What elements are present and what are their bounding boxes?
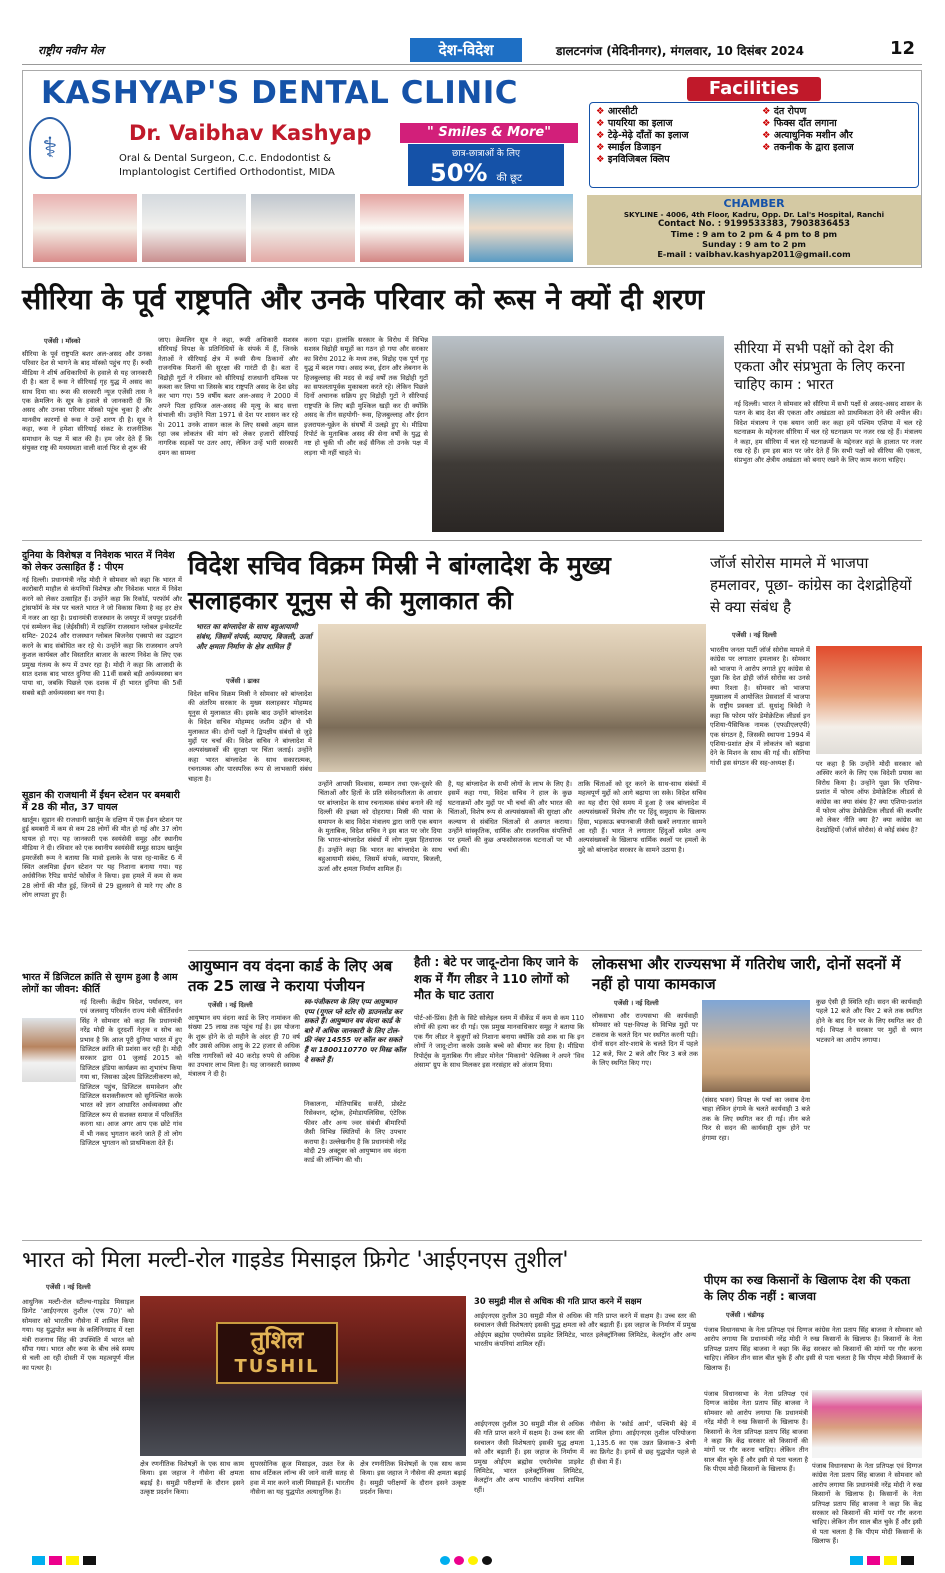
chamber-address: SKYLINE - 4006, 4th Floor, Kadru, Opp. Dr. Lal's Hospital, Ranchi <box>623 210 885 219</box>
misri-headline: विदेश सचिव विक्रम मिस्री ने बांग्लादेश के मुख्य सलाहकार यूनुस से की मुलाकात की <box>188 551 611 615</box>
misri-col-2: उन्होंने आपसी विश्वास, सम्मान तथा एक-दूसरे की चिंताओं और हितों के प्रति संवेदनशीलता के आधार पर बांग्लादेश के साथ रचनात्मक संबंध बनाने की नई दिल्ली की इच्छा को दोहराया। मिस्री की यात्रा के समापन के बाद विदेश मंत्रालय द्वारा जारी एक बयान के मुताबिक, विदेश सचिव ने इस बात पर जोर दिया कि भारत-बांग्लादेश संबंधों में लोग मुख्य हितधारक हैं। उन्होंने कहा कि भारत का बांग्लादेश के साथ बहुआयामी संबंध, जिसमें संपर्क, व्यापार, बिजली, ऊर्जा और क्षमता निर्माण शामिल हैं। <box>318 780 442 873</box>
tushil-col-4b: आईएनएस तुशील 30 समुद्री मील से अधिक की गति प्राप्त करने में सक्षम है। उच्च स्तर की स्वचालन जैसी विशेषताएं इसकी युद्ध क्षमता को और बढ़ाती हैं। इस जहाज के निर्माण में प्रमुख ओईएम ब्रह्मोस एयरोस्पेस प्राइवेट लिमिटेड, भारत इलेक्ट्रॉनिक्स लिमिटेड, केलट्रॉन और अन्य भारतीय कंपनियां शामिल रहीं। <box>474 1420 584 1494</box>
parliament-byline: एजेंसी । नई दिल्ली <box>614 999 659 1007</box>
tushil-col-2: क्षेत्र रणनीतिक विशेषज्ञों के एक साथ काम किया। इस जहाज ने नौसेना की क्षमता बढ़ाई है। समुद्री परीक्षणों के दौरान इसने उत्कृष्ट प्रदर्शन किया। <box>140 1460 244 1497</box>
divider <box>22 540 922 541</box>
facility-item: ❖ पायरिया का इलाज <box>596 118 756 130</box>
sudan-text: खार्तूम। सूडान की राजधानी खार्तूम के दक्षिण में एक ईंधन स्टेशन पर हुई बमबारी में कम से कम 28 लोगों की मौत हो गई और 37 लोग घायल हो गए। यह जानकारी एक स्वयंसेवी समूह और स्थानीय मीडिया ने दी। रविवार को एक स्थानीय स्वयंसेवी समूह साउथ खार्तूम इमरजेंसी रूम ने बताया कि मावो इलाके के पास रह-मार्केट 6 में स्थित अलमिन्ना ईंधन स्टेशन पर यह निशाना बनाया गया। यह अर्धसैनिक रैपिड सपोर्ट फोर्सेज ने किया। इस हमले में कम से कम 28 लोगों की मौत हुई, जिनमें से 29 झुलसने से मारे गए और 8 लोग लापता हुए हैं। <box>22 816 182 900</box>
digital-headline: भारत में डिजिटल क्रांति से सुगम हुआ है आम लोगों का जीवन: कीर्ति <box>22 972 178 995</box>
ship-name-hindi: तुशिल <box>250 1326 304 1354</box>
doctor-name: Dr. Vaibhav Kashyap <box>129 121 372 145</box>
soros-col-1: भारतीय जनता पार्टी जॉर्ज सोरोस मामले में कांग्रेस पर लगातार हमलावर है। सोमवार को भाजपा ने आरोप लगाते हुए कांग्रेस से पूछा कि देश द्रोही जॉर्ज सोरोस का उनसे क्या रिश्ता है। सोमवार को भाजपा मुख्यालय में आयोजित प्रेसवार्ता में भाजपा के राष्ट्रीय प्रवक्ता डॉ. सुधांशु त्रिवेदी ने कहा कि फोरम फॉर डेमोक्रेटिक लीडर्स इन एशिया-पैसिफिक नामक (एफडीएलएपी) एक संगठन है, जिसकी स्थापना 1994 में एशिया-प्रशांत क्षेत्र में लोकतंत्र को बढ़ावा देने के मिशन के साथ की गई थी। सोनिया गांधी इस संगठन की सह-अध्यक्ष हैं। <box>710 646 810 767</box>
teeth-photo-2 <box>142 194 246 262</box>
student-offer-box <box>408 144 564 186</box>
offer-line: छात्र-छात्राओं के लिए <box>451 149 521 159</box>
tushil-col-3b: क्षेत्र रणनीतिक विशेषज्ञों के एक साथ काम किया। इस जहाज ने नौसेना की क्षमता बढ़ाई है। समुद्री परीक्षणों के दौरान इसने उत्कृष्ट प्रदर्शन किया। <box>360 1460 466 1497</box>
swatch-black <box>901 1556 914 1565</box>
parliament-col-2: (संसद भवन) विपक्ष के पर्चा का जवाब देना चाहा लेकिन हंगामे के चलते कार्यवाही 3 बजे तक के लिए स्थगित कर दी गई। तीन बजे फिर से सदन की कार्यवाही शुरू होने पर हंगामा रहा। <box>702 1096 810 1142</box>
swatch-magenta <box>867 1556 880 1565</box>
ayushman-col-2: निकालना, मोतियाबिंद सर्जरी, प्रोस्टेट रिसेक्शन, स्ट्रोक, हेमोडायलिसिस, एंटेरिक फीवर और अन्य ज्वर संबंधी बीमारियों जैसी विभिन्न स्थितियों के लिए उपचार कराया है। उल्लेखनीय है कि प्रधानमंत्री नरेंद्र मोदी 29 अक्टूबर को आयुष्मान वय वंदना कार्ड की लॉन्चिंग की थी। <box>304 1100 406 1165</box>
print-color-strip-left <box>32 1550 100 1569</box>
teeth-photo-3 <box>251 194 355 262</box>
kirti-vardhan-photo <box>22 1018 76 1082</box>
doctor-qualification-line-2: Implantologist Certified Orthodontist, MIDA <box>119 167 335 178</box>
facilities-box <box>589 102 919 188</box>
facilities-left-list <box>596 106 756 166</box>
facility-item: ❖ स्माईल डिजाइन <box>596 142 756 154</box>
ayushman-callout: स्व-पंजीकरण के लिए एप्प आयुष्मान एप्प (गूगल प्ले स्टोर से) डाउनलोड कर सकते हैं। आयुष्मान वय वंदना कार्ड के बारे में अधिक जानकारी के लिए टोल-फ्री नंबर 14555 पर कॉल कर सकते हैं या 1800110770 पर मिस्ड कॉल दे सकते हैं। <box>304 998 406 1064</box>
parliament-col-3: कुछ ऐसी ही स्थिति रही। सदन की कार्यवाही पहले 12 बजे और फिर 2 बजे तक स्थगित होने के बाद दिन भर के लिए स्थगित कर दी गई। विपक्ष ने सरकार पर मुद्दों से ध्यान भटकाने का आरोप लगाया। <box>816 998 922 1044</box>
syria-col-1: सीरिया के पूर्व राष्ट्रपति बशर अल-असद और उनका परिवार देश से भागने के बाद मॉस्को पहुंच गए हैं। रूसी मीडिया ने शीर्ष अधिकारियों के हवाले से यह जानकारी दी है। बता दें रूस ने सीरियाई गृह युद्ध में असद का साथ दिया था। रूस की सरकारी न्यूज एजेंसी तास ने एक क्रेमलिन के सूत्र के हवाले से जानकारी दी कि असद और उनका परिवार मॉस्को पहुंच चुका है और मानवीय कारणों से रूस ने उन्हें शरण दी है। सूत्र ने कहा, रूस ने हमेशा सीरियाई संकट के राजनीतिक समाधान के पक्ष में बात की है। हम जोर देते हैं कि संयुक्त राष्ट्र की मध्यस्थता वाली वार्ता फिर से शुरू की <box>22 350 152 453</box>
tushil-speed-headline: 30 समुद्री मील से अधिक की गति प्राप्त करने में सक्षम <box>474 1296 642 1306</box>
syria-col-3: करना पड़ा। हालांकि सरकार के विरोध में विभिन्न सशस्त्र विद्रोही समूहों का गठन हो गया और सरकार का विरोध 2012 के मध्य तक, विद्रोह एक पूर्ण गृह युद्ध में बदल गया। असद रूस, ईरान और लेबनान के हिजबुल्लाह की मदद से कई वर्षों तक विद्रोही गुटों का सफलतापूर्वक मुकाबला करते रहे। लेकिन पिछले दिनों अचानक सक्रिय हुए विद्रोही गुटों ने सीरियाई राष्ट्रपति के लिए बड़ी मुश्किल खड़ी कर दी क्योंकि असद के तीन सहयोगी- रूस, हिजबुल्लाह और ईरान इजरायल-यूक्रेन के संघर्षों में उलझे हुए थे। मीडिया रिपोर्ट के मुताबिक असद की सेना वर्षों के युद्ध से नष्ट हो चुकी थी और कई सैनिक तो उनके पक्ष में लड़ना भी नहीं चाहते थे। <box>304 336 428 457</box>
ship-name-english: TUSHIL <box>234 1356 320 1377</box>
parliament-col-1: लोकसभा और राज्यसभा की कार्यवाही सोमवार को पक्ष-विपक्ष के विभिन्न मुद्दों पर टकराव के चलते दिन भर स्थगित करनी पड़ी। दोनों सदन शोर-शराबे के चलते दिन में पहले 12 बजे, फिर 2 बजे और फिर 3 बजे तक के लिए स्थगित किए गए। <box>592 1012 698 1068</box>
swatch-black <box>83 1556 96 1565</box>
tushil-col-3: सुपरसोनिक क्रूज मिसाइल, उन्नत रेंज के साथ वर्टिकल लॉन्च की जाने वाली सतह से हवा में मार करने वाली मिसाइलें हैं। भारतीय नौसेना का यह युद्धपोत अत्याधुनिक है। <box>250 1460 354 1497</box>
misri-col-3: है, यह बांग्लादेश के सभी लोगों के लाभ के लिए है। इसमें कहा गया, विदेश सचिव ने हाल के कुछ घटनाक्रमों और मुद्दों पर भी चर्चा की और भारत की चिंताओं, विशेष रूप से अल्पसंख्यकों की सुरक्षा और कल्याण से संबंधित चिंताओं से अवगत कराया। उन्होंने सांस्कृतिक, धार्मिक और राजनयिक संपत्तियों पर हमलों की कुछ अफसोसजनक घटनाओं पर भी चर्चा की। <box>448 780 572 854</box>
investment-headline: दुनिया के विशेषज्ञ व निवेशक भारत में निवेश को लेकर उत्साहित हैं : पीएम <box>22 550 175 573</box>
syria-sidebar-text: नई दिल्ली। भारत ने सोमवार को सीरिया में सभी पक्षों से असद-असद शासन के पतन के बाद देश की एकता और अखंडता को प्राथमिकता देने की अपील की। विदेश मंत्रालय ने एक बयान जारी कर कहा हमें पश्चिम एशिया में चल रहे घटनाक्रम के मद्देनजर सीरिया में चल रहे घटनाक्रम पर नजर रख रहे हैं। मंत्रालय ने कहा, हम सीरिया में चल रहे घटनाक्रमों के मद्देनजर वहां के हालात पर नजर रख रहे हैं। हम इस बात पर जोर देते हैं कि सभी पक्षों को सीरिया की एकता, संप्रभुता और क्षेत्रीय अखंडता को बनाए रखने के लिए काम करना चाहिए। <box>734 400 922 465</box>
misri-col-1: विदेश सचिव विक्रम मिस्री ने सोमवार को बांग्लादेश की अंतरिम सरकार के मुख्य सलाहकार मोहम्मद यूनुस से मुलाकात की। इसके बाद उन्होंने बांग्लादेश के विदेश सचिव मोहम्मद जशीम उद्दीन से भी मुलाकात की। दोनों पक्षों ने द्विपक्षीय संबंधों से जुड़े मुद्दों पर चर्चा की। विदेश सचिव ने बांग्लादेश में अल्पसंख्यकों की सुरक्षा पर चिंता जताई। उन्होंने कहा भारत बांग्लादेश के साथ सकारात्मक, रचनात्मक और पारस्परिक रूप से लाभकारी संबंध चाहता है। <box>188 690 312 783</box>
clinic-name: KASHYAP'S DENTAL CLINIC <box>41 75 518 111</box>
sudan-headline: सूडान की राजधानी में ईंधन स्टेशन पर बमबारी में 28 की मौत, 37 घायल <box>22 790 180 813</box>
misri-summary: भारत का बांग्लादेश के साथ बहुआयामी संबंध, जिसमें संपर्क, व्यापार, बिजली, ऊर्जा और क्षमता निर्माण के क्षेत्र शामिल हैं <box>196 622 312 651</box>
swatch-black <box>482 1556 492 1565</box>
tushil-col-5: नौसेना के 'स्वोर्ड आर्म', पश्चिमी बेड़े में शामिल होगा। आईएनएस तुशील परियोजना 1,135.6 का एक उन्नत क्रिवाक-3 श्रेणी का फ्रिगेट है। इनमें से छह युद्धपोत पहले से ही सेवा में हैं। <box>590 1420 696 1466</box>
partap-bajwa-photo <box>812 1390 922 1458</box>
chamber-box <box>587 195 921 265</box>
child-patient-photo <box>469 194 573 262</box>
divider <box>188 950 922 951</box>
tushil-col-4: आईएनएस तुशील 30 समुद्री मील से अधिक की गति प्राप्त करने में सक्षम है। उच्च स्तर की स्वचालन जैसी विशेषताएं इसकी युद्ध क्षमता को और बढ़ाती हैं। इस जहाज के निर्माण में प्रमुख ओईएम ब्रह्मोस एयरोस्पेस प्राइवेट लिमिटेड, भारत इलेक्ट्रॉनिक्स लिमिटेड, केलट्रॉन और अन्य भारतीय कंपनियां शामिल रहीं। <box>474 1312 696 1349</box>
chamber-contact: Contact No. : 9199533383, 7903836453 <box>657 219 851 229</box>
chamber-time-sunday: Sunday : 9 am to 2 pm <box>702 239 806 249</box>
facility-item: ❖ फिक्स दाँत लगाना <box>762 118 918 130</box>
ship-name-plate <box>216 1322 338 1384</box>
tagline-banner: " Smiles & More" <box>400 123 578 143</box>
section-label: देश-विदेश <box>410 38 522 62</box>
bajwa-text: पंजाब विधानसभा के नेता प्रतिपक्ष एवं दिग्गज कांग्रेस नेता प्रताप सिंह बाजवा ने सोमवार को आरोप लगाया कि प्रधानमंत्री नरेंद्र मोदी ने रुख किसानों के खिलाफ है। किसानों के नेता प्रतिपक्ष प्रताप सिंह बाजवा ने कहा कि केंद्र सरकार को किसानों की मांगों पर गौर करना चाहिए। लेकिन तीन साल बीत चुके हैं और इसी से पता चलता है कि पीएम मोदी किसानों के खिलाफ हैं। <box>704 1326 922 1372</box>
facilities-title: Facilities <box>687 77 821 101</box>
doctor-qualification-line-1: Oral & Dental Surgeon, C.c. Endodontist & <box>119 153 331 164</box>
page-number: 12 <box>890 38 916 59</box>
dateline: डालटनगंज (मेदिनीनगर), मंगलवार, 10 दिसंबर 2024 <box>556 44 804 58</box>
facility-item: ❖ टेढ़े-मेढ़े दाँतों का इलाज <box>596 130 756 142</box>
haiti-text: पोर्ट-ऑ-प्रिंस। हैती के सिटे सोलेइल स्लम में वीकेंड में कम से कम 110 लोगों की हत्या कर दी गई। एक प्रमुख मानवाधिकार समूह ने बताया कि एक गैंग लीडर ने बुजुर्गों को निशाना बनाया क्योंकि उसे शक था कि इन लोगों ने जादू-टोना करके उसके बच्चे को बीमार कर दिया है। मीडिया रिपोर्ट्स के मुताबिक गैंग लीडर मोनेल 'मिकानो' फेलिक्स ने अपने 'विव अंसाम' ग्रुप के साथ मिलकर इस नरसंहार को अंजाम दिया। <box>414 1014 584 1070</box>
soros-byline: एजेंसी । नई दिल्ली <box>732 631 777 639</box>
parliament-building-photo <box>702 1000 810 1092</box>
print-color-strip-right <box>850 1550 918 1569</box>
teeth-photo-1 <box>33 194 137 262</box>
tushil-col-1: आधुनिक मल्टी-रोल स्टील्थ-गाइडेड मिसाइल फ्रिगेट 'आईएनएस तुशील (एफ 70)' को सोमवार को भारतीय नौसेना में शामिल किया गया। यह युद्धपोत रूस के कलिनिनग्राद में रक्षा मंत्री राजनाथ सिंह की उपस्थिति में भारत को सौंपा गया। भारत और रूस के बीच लंबे समय से चली आ रही दोस्ती में एक महत्वपूर्ण मील का पत्थर है। <box>22 1298 134 1372</box>
digital-text: नई दिल्ली। केंद्रीय विदेश, पर्यावरण, वन एवं जलवायु परिवर्तन राज्य मंत्री कीर्तिवर्धन सिंह ने सोमवार को कहा कि प्रधानमंत्री नरेंद्र मोदी के दूरदर्शी नेतृत्व व सोच का प्रभाव है कि आज पूरी दुनिया भारत में हुए डिजिटल क्रांति की प्रशंसा कर रही है। मोदी सरकार द्वारा 01 जुलाई 2015 को डिजिटल इंडिया कार्यक्रम का शुभारंभ किया गया था, जिसका उद्देश्य डिजिटलीकरण को, डिजिटल पहुंच, डिजिटल समावेशन और डिजिटल सशक्तीकरण को सुनिश्चित करके भारत को ज्ञान आधारित अर्थव्यवस्था और डिजिटल रूप से सशक्त समाज में परिवर्तित करना था। आज अगर आप एक छोटे गांव में भी नकद भुगतान करने जाते हैं तो लोग डिजिटल भुगतान को प्राथमिकता देते हैं। <box>80 998 182 1148</box>
tushil-ship-photo <box>140 1296 466 1456</box>
ayushman-col-1: आयुष्मान वय वंदना कार्ड के लिए नामांकन की संख्या 25 लाख तक पहुंच गई है। इस योजना के शुरू होने के दो महीने के अंदर ही 70 वर्ष और उससे अधिक आयु के 22 हजार से अधिक वरिष्ठ नागरिकों को 40 करोड़ रुपये से अधिक का उपचार लाभ मिला है। यह जानकारी स्वास्थ्य मंत्रालय ने दी है। <box>188 1014 300 1079</box>
syria-byline: एजेंसी । मॉस्को <box>44 337 81 345</box>
soros-col-2: पर कहा है कि उन्होंने मोदी सरकार को अस्थिर करने के लिए एक विदेशी प्रयास का विरोध किया है। उन्होंने पूछा कि एशिया-प्रशांत में फोरम ऑफ डेमोक्रेटिक लीडर्स से कांग्रेस का क्या संबंध है? क्या एशिया-प्रशांत में फोरम ऑफ डेमोक्रेटिक लीडर्स की कश्मीर को लेकर नीति क्या है? क्या कांग्रेस का देशद्रोहियों (जॉर्ज सोरोस) से कोई संबंध है? <box>816 760 922 834</box>
bajwa-byline: एजेंसी । चंडीगढ़ <box>726 1311 765 1319</box>
haiti-headline: हैती : बेटे पर जादू-टोना किए जाने के शक में गैंग लीडर ने 110 लोगों को मौत के घाट उतारा <box>414 955 579 1002</box>
bajwa-headline: पीएम का रुख किसानों के खिलाफ देश की एकता के लिए ठीक नहीं : बाजवा <box>704 1273 911 1303</box>
swatch-cyan <box>32 1556 45 1565</box>
misri-byline: एजेंसी । ढाका <box>226 677 260 685</box>
tushil-headline: भारत को मिला मल्टी-रोल गाइडेड मिसाइल फ्रिगेट 'आईएनएस तुशील' <box>22 1248 569 1273</box>
chamber-time-weekday: Time : 9 am to 2 pm & 4 pm to 8 pm <box>670 229 838 239</box>
offer-percent: 50% <box>430 159 488 187</box>
facility-item: ❖ अत्याधुनिक मशीन और <box>762 130 918 142</box>
syria-crowd-photo <box>432 336 724 532</box>
facility-item: ❖ तकनीक के द्वारा इलाज <box>762 142 918 154</box>
facility-item: ❖ इनविजिबल क्लिप <box>596 154 756 166</box>
teeth-photo-strip <box>33 194 573 262</box>
facilities-right-list <box>762 106 918 154</box>
chamber-title: CHAMBER <box>723 197 785 210</box>
syria-sidebar-headline: सीरिया में सभी पक्षों को देश की एकता और संप्रभुता के लिए करना चाहिए काम : भारत <box>734 341 905 393</box>
bajwa-text-cont: पंजाब विधानसभा के नेता प्रतिपक्ष एवं दिग्गज कांग्रेस नेता प्रताप सिंह बाजवा ने सोमवार को आरोप लगाया कि प्रधानमंत्री नरेंद्र मोदी ने रुख किसानों के खिलाफ है। किसानों के नेता प्रतिपक्ष प्रताप सिंह बाजवा ने कहा कि केंद्र सरकार को किसानों की मांगों पर गौर करना चाहिए। लेकिन तीन साल बीत चुके हैं और इसी से पता चलता है कि पीएम मोदी किसानों के खिलाफ हैं। <box>704 1390 808 1474</box>
sudhanshu-trivedi-photo <box>816 646 922 754</box>
ayushman-byline: एजेंसी । नई दिल्ली <box>208 1001 253 1009</box>
masthead <box>22 37 922 65</box>
swatch-magenta <box>49 1556 62 1565</box>
swatch-yellow <box>468 1556 478 1565</box>
swatch-cyan <box>440 1556 450 1565</box>
facility-item: ❖ आरसीटी <box>596 106 756 118</box>
swatch-yellow <box>66 1556 79 1565</box>
caduceus-logo: ⚕ <box>29 117 71 179</box>
teeth-photo-4 <box>360 194 464 262</box>
print-color-strip-center <box>440 1550 496 1569</box>
chamber-email: E-mail : vaibhav.kashyap2011@gmail.com <box>657 249 851 259</box>
syria-headline: सीरिया के पूर्व राष्ट्रपति और उनके परिवार को रूस ने क्यों दी शरण <box>22 283 705 316</box>
ayushman-headline: आयुष्मान वय वंदना कार्ड के लिए अब तक 25 लाख ने कराया पंजीयन <box>188 957 393 995</box>
swatch-yellow <box>884 1556 897 1565</box>
offer-suffix: की छूट <box>496 173 523 184</box>
divider <box>22 1240 922 1241</box>
dental-clinic-ad <box>22 70 922 268</box>
misri-yunus-meeting-photo <box>318 624 706 772</box>
bajwa-text-tail: पंजाब विधानसभा के नेता प्रतिपक्ष एवं दिग्गज कांग्रेस नेता प्रताप सिंह बाजवा ने सोमवार को आरोप लगाया कि प्रधानमंत्री नरेंद्र मोदी ने रुख किसानों के खिलाफ है। किसानों के नेता प्रतिपक्ष प्रताप सिंह बाजवा ने कहा कि केंद्र सरकार को किसानों की मांगों पर गौर करना चाहिए। लेकिन तीन साल बीत चुके हैं और इसी से पता चलता है कि पीएम मोदी किसानों के खिलाफ हैं। <box>812 1462 922 1546</box>
investment-text: नई दिल्ली। प्रधानमंत्री नरेंद्र मोदी ने सोमवार को कहा कि भारत में कारोबारी माहौल से कंपनियों विशेषज्ञ और निवेशक भारत में निवेश करने को लेकर उत्साहित हैं। उन्होंने कहा कि रिकॉर्ड, परफॉर्म और ट्रांसफॉर्म के मंत्र पर चलते भारत ने जो विकास किया है वह हर क्षेत्र में नजर आ रहा है। प्रधानमंत्री राजस्थान के जयपुर में जयपुर प्रदर्शनी एवं सम्मेलन केंद्र (जेईसीसी) में राइजिंग राजस्थान ग्लोबल इन्वेस्टमेंट समिट- 2024 और राजस्थान ग्लोबल बिजनेस एक्सपो का उद्घाटन करने के बाद संबोधित कर रहे थे। उन्होंने कहा कि राजस्थान अपने कुशल कार्यबल और विस्तारित बाजार के कारण निवेश के लिए एक प्रमुख गंतव्य के रूप में उभर रहा है। मोदी ने कहा कि आजादी के सात दशक बाद भारत दुनिया की 11वीं सबसे बड़ी अर्थव्यवस्था बन पाया था, जबकि पिछले एक दशक में ही भारत दुनिया की 5वीं सबसे बड़ी अर्थव्यवस्था बन गया है। <box>22 576 182 697</box>
swatch-magenta <box>454 1556 464 1565</box>
swatch-cyan <box>850 1556 863 1565</box>
tushil-byline: एजेंसी । नई दिल्ली <box>46 1283 91 1291</box>
soros-headline: जॉर्ज सोरोस मामले में भाजपा हमलावर, पूछा- कांग्रेस का देशद्रोहियों से क्या संबंध है <box>710 554 912 616</box>
facility-item: ❖ दंत रोपण <box>762 106 918 118</box>
parliament-headline: लोकसभा और राज्यसभा में गतिरोध जारी, दोनों सदनों में नहीं हो पाया कामकाज <box>592 955 901 993</box>
misri-col-4: ताकि चिंताओं को दूर करने के साथ-साथ संबंधों में महत्वपूर्ण मुद्दों को आगे बढ़ाया जा सके। विदेश सचिव का यह दौरा ऐसे समय में हुआ है जब बांग्लादेश में अल्पसंख्यकों विशेष तौर पर हिंदू समुदाय के खिलाफ हिंसा, भड़काऊ बयानबाजी जैसी खबरें लगातार सामने आ रही हैं। भारत ने लगातार हिंदुओं समेत अन्य अल्पसंख्यकों के खिलाफ धार्मिक स्थलों पर हमलों के मुद्दे को बांग्लादेश सरकार के सामने उठाया है। <box>578 780 706 854</box>
syria-col-2: जाए। क्रेमलिन सूत्र ने कहा, रूसी अधिकारी सशस्त्र सीरियाई विपक्ष के प्रतिनिधियों के संपर्क में हैं, जिनके नेताओं ने सीरियाई क्षेत्र में रूसी सैन्य ठिकानों और राजनयिक मिशनों की सुरक्षा की गारंटी दी है। बता दें विद्रोही गुटों ने रविवार को सीरियाई राजधानी दमिश्क पर कब्जा कर लिया था जिसके बाद राष्ट्रपति असद के देश छोड़ कर भाग गए। 59 वर्षीय बशर अल-असद ने 2000 में अपने पिता हाफिज अल-असद की मृत्यु के बाद सत्ता संभाली थी। उन्होंने पिता 1971 से देश पर शासन कर रहे थे। 2011 उनके शासन काल के लिए सबसे अहम साल रहा जब लोकतंत्र की मांग को लेकर हजारों सीरियाई नागरिक सड़कों पर उतर आए, लेकिन उन्हें भारी सरकारी दमन का सामना <box>158 336 298 457</box>
paper-name: राष्ट्रीय नवीन मेल <box>38 44 104 57</box>
